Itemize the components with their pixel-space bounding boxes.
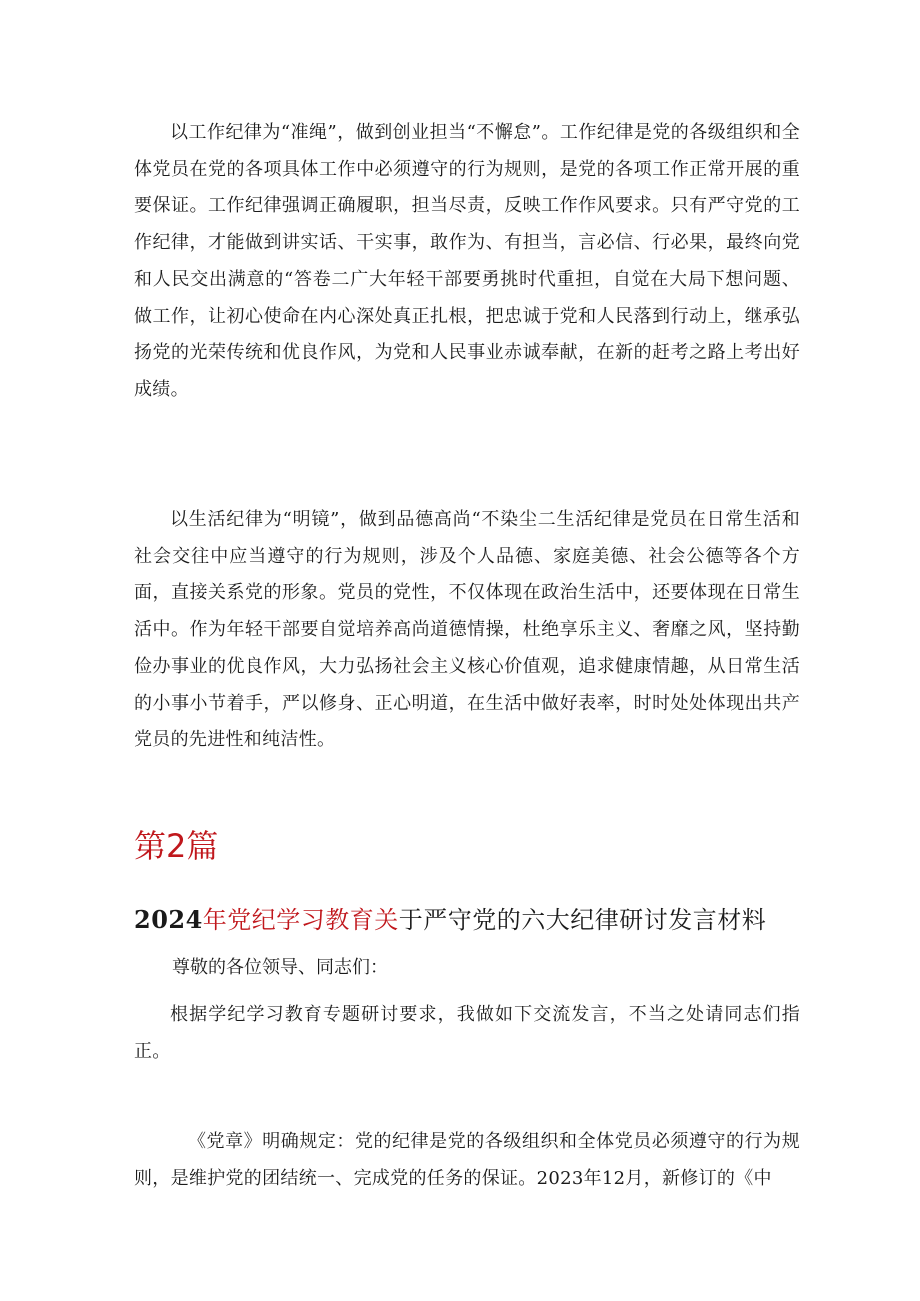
section-heading: 第2篇 (134, 827, 219, 865)
paragraph-intro: 根据学纪学习教育专题研讨要求，我做如下交流发言，不当之处请同志们指正。 (134, 1004, 800, 1062)
document-title (134, 900, 766, 940)
paragraph-life-discipline: 以生活纪律为“明镜”，做到品德高尚“不染尘二生活纪律是党员在日常生活和社会交往中应当遵守的行为规则，涉及个人品德、家庭美德、社会公德等各个方面，直接关系党的形象。党员的党性，不仅体现在政治生活中，还要体现在日常生活中。作为年轻干部要自觉培养高尚道德情操，杜绝享乐主义、奢靡之风，坚持勤俭办事业的优良作风，大力弘扬社会主义核心价值观，追求健康情趣，从日常生活的小事小节着手，严以修身、正心明道，在生活中做好表率，时时处处体现出共产党员的先进性和纯洁性。 (134, 509, 800, 751)
paragraph-work-discipline: 以工作纪律为“准绳”，做到创业担当“不懈怠”。工作纪律是党的各级组织和全体党员在党的各项具体工作中必须遵守的行为规则，是党的各项工作正常开展的重要保证。工作纪律强调正确履职，担当尽责，反映工作作风要求。只有严守党的工作纪律，才能做到讲实话、干实事，敢作为、有担当，言必信、行必果，最终向党和人民交出满意的“答卷二广大年轻干部要勇挑时代重担，自觉在大局下想问题、做工作，让初心使命在内心深处真正扎根，把忠诚于党和人民落到行动上，继承弘扬党的光荣传统和优良作风，为党和人民事业赤诚奉献，在新的赶考之路上考出好成绩。 (134, 122, 800, 400)
title-remainder: 于严守党的六大纪律研讨发言材料 (398, 906, 767, 934)
title-red-segment: 年党纪学习教育关 (202, 906, 399, 934)
paragraph-party-constitution: 《党章》明确规定：党的纪律是党的各级组织和全体党员必须遵守的行为规则，是维护党的团结统一、完成党的任务的保证。2023年12月，新修订的《中 (134, 1131, 800, 1189)
title-year: 2024 (134, 905, 203, 934)
salutation: 尊敬的各位领导、同志们： (172, 957, 388, 978)
